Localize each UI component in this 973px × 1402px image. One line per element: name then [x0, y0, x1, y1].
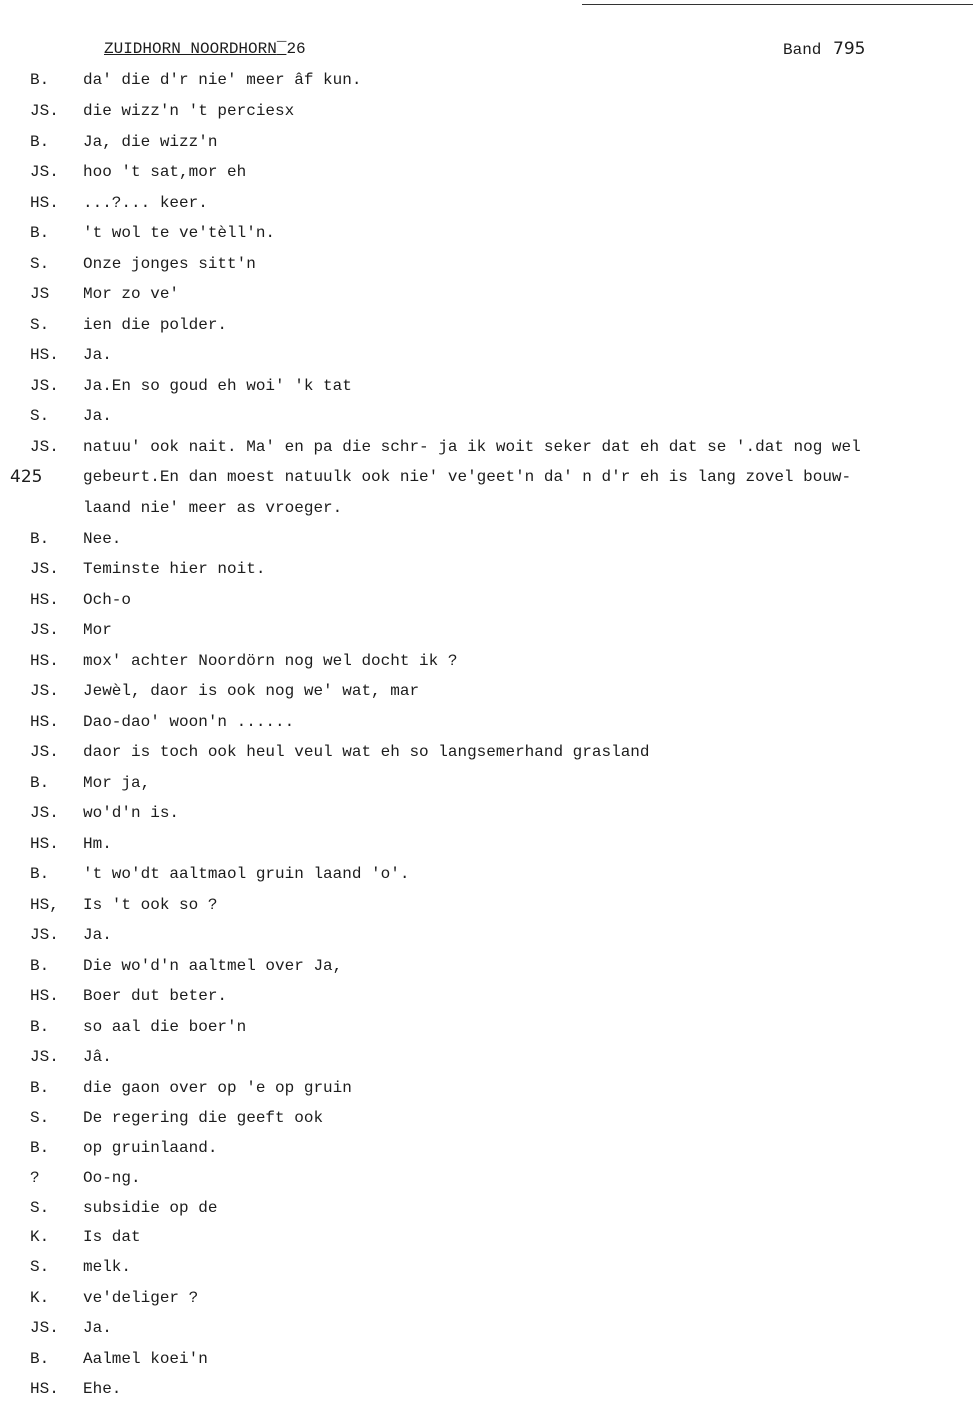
speaker-label: B.	[30, 133, 50, 151]
speaker-label: JS.	[30, 377, 59, 395]
transcript-line	[0, 373, 973, 399]
transcript-line	[0, 709, 973, 735]
utterance-text: Die wo'd'n aaltmel over Ja,	[83, 957, 343, 975]
transcript-line	[0, 1075, 973, 1101]
transcript-line	[0, 861, 973, 887]
speaker-label: JS.	[30, 1048, 59, 1066]
utterance-text: Dao-dao' woon'n ......	[83, 713, 295, 731]
utterance-text: die wizz'n 't perciesx	[83, 102, 295, 120]
speaker-label: JS.	[30, 560, 59, 578]
utterance-text: ien die polder.	[83, 316, 228, 334]
utterance-text: Och-o	[83, 591, 132, 609]
speaker-label: B.	[30, 530, 50, 548]
utterance-text: Jewèl, daor is ook nog we' wat, mar	[83, 682, 420, 700]
utterance-text: Mor ja,	[83, 774, 151, 792]
utterance-text: Teminste hier noit.	[83, 560, 266, 578]
utterance-text: Ja.	[83, 407, 112, 425]
transcript-line	[0, 98, 973, 124]
utterance-text: 't wol te ve'tèll'n.	[83, 224, 276, 242]
utterance-text: natuu' ook nait. Ma' en pa die schr- ja ik woit seker dat eh dat se '.dat nog wel	[83, 438, 861, 456]
transcript-line	[0, 190, 973, 216]
utterance-text: Ja, die wizz'n	[83, 133, 218, 151]
speaker-label: HS.	[30, 194, 59, 212]
speaker-label: S.	[30, 316, 50, 334]
transcript-line	[0, 770, 973, 796]
transcript-line	[0, 251, 973, 277]
transcript-line	[0, 1044, 973, 1070]
transcript-line	[0, 831, 973, 857]
utterance-text: Is 't ook so ?	[83, 896, 218, 914]
speaker-label: JS.	[30, 163, 59, 181]
title-text: ZUIDHORN NOORDHORN	[104, 40, 277, 58]
utterance-text: Ehe.	[83, 1380, 122, 1398]
utterance-text: gebeurt.En dan moest natuulk ook nie' ve'geet'n da' n d'r eh is lang zovel bouw-	[83, 468, 852, 486]
utterance-text: subsidie op de	[83, 1199, 218, 1217]
utterance-text: Is dat	[83, 1228, 141, 1246]
utterance-text: Hm.	[83, 835, 112, 853]
document-title	[104, 38, 306, 60]
utterance-text: Boer dut beter.	[83, 987, 228, 1005]
transcript-line	[0, 922, 973, 948]
speaker-label: HS.	[30, 835, 59, 853]
speaker-label: K.	[30, 1289, 50, 1307]
transcript-line	[0, 1254, 973, 1280]
speaker-label: B.	[30, 224, 50, 242]
page-number: 26	[286, 40, 306, 58]
transcript-line	[0, 220, 973, 246]
utterance-text: 't wo'dt aaltmaol gruin laand 'o'.	[83, 865, 410, 883]
utterance-text: Ja.	[83, 926, 112, 944]
utterance-text: mox' achter Noordörn nog wel docht ik ?	[83, 652, 458, 670]
transcript-line	[0, 1014, 973, 1040]
transcript-line	[0, 1135, 973, 1161]
utterance-text: da' die d'r nie' meer âf kun.	[83, 71, 362, 89]
speaker-label: HS.	[30, 652, 59, 670]
speaker-label: S.	[30, 407, 50, 425]
transcript-line	[0, 67, 973, 93]
transcript-line	[0, 1165, 973, 1191]
top-rule	[582, 4, 973, 5]
utterance-text: Onze jonges sitt'n	[83, 255, 256, 273]
band-reference	[783, 38, 865, 61]
transcript-line	[0, 464, 973, 490]
speaker-label: B.	[30, 957, 50, 975]
band-label: Band	[783, 41, 822, 59]
transcript-line	[0, 1195, 973, 1221]
utterance-text: De regering die geeft ook	[83, 1109, 324, 1127]
transcript-line	[0, 953, 973, 979]
transcript-line	[0, 1315, 973, 1341]
speaker-label: JS	[30, 285, 50, 303]
utterance-text: hoo 't sat,mor eh	[83, 163, 247, 181]
utterance-text: Nee.	[83, 530, 122, 548]
speaker-label: HS.	[30, 591, 59, 609]
speaker-label: ?	[30, 1169, 40, 1187]
utterance-text: ...?... keer.	[83, 194, 208, 212]
transcript-line	[0, 678, 973, 704]
utterance-text: Ja.	[83, 346, 112, 364]
utterance-text: op gruinlaand.	[83, 1139, 218, 1157]
utterance-text: ve'deliger ?	[83, 1289, 199, 1307]
transcript-line	[0, 526, 973, 552]
transcript-line	[0, 434, 973, 460]
speaker-label: JS.	[30, 438, 59, 456]
transcript-line	[0, 1285, 973, 1311]
speaker-label: JS.	[30, 621, 59, 639]
transcript-line	[0, 495, 973, 521]
utterance-text: daor is toch ook heul veul wat eh so langsemerhand grasland	[83, 743, 650, 761]
transcript-line	[0, 617, 973, 643]
transcript-line	[0, 1105, 973, 1131]
transcript-line	[0, 892, 973, 918]
title-dash: ‾	[276, 40, 287, 58]
transcript-line	[0, 1376, 973, 1402]
utterance-text: Mor zo ve'	[83, 285, 180, 303]
speaker-label: B.	[30, 1139, 50, 1157]
transcript-line	[0, 129, 973, 155]
utterance-text: melk.	[83, 1258, 132, 1276]
speaker-label: B.	[30, 774, 50, 792]
utterance-text: Oo-ng.	[83, 1169, 141, 1187]
transcript-line	[0, 983, 973, 1009]
transcript-line	[0, 556, 973, 582]
speaker-label: B.	[30, 865, 50, 883]
speaker-label: HS.	[30, 713, 59, 731]
utterance-text: Jâ.	[83, 1048, 112, 1066]
speaker-label: JS.	[30, 743, 59, 761]
utterance-text: die gaon over op 'e op gruin	[83, 1079, 352, 1097]
speaker-label: B.	[30, 1079, 50, 1097]
transcript-line	[0, 587, 973, 613]
utterance-text: Aalmel koei'n	[83, 1350, 208, 1368]
speaker-label: JS.	[30, 804, 59, 822]
transcript-line	[0, 281, 973, 307]
utterance-text: Ja.	[83, 1319, 112, 1337]
speaker-label: B.	[30, 1350, 50, 1368]
transcript-line	[0, 159, 973, 185]
margin-line-number: 425	[10, 467, 43, 487]
band-number: 795	[833, 39, 866, 59]
speaker-label: B.	[30, 71, 50, 89]
speaker-label: JS.	[30, 926, 59, 944]
speaker-label: JS.	[30, 102, 59, 120]
utterance-text: laand nie' meer as vroeger.	[83, 499, 343, 517]
transcript-line	[0, 342, 973, 368]
utterance-text: Mor	[83, 621, 112, 639]
speaker-label: K.	[30, 1228, 50, 1246]
speaker-label: JS.	[30, 682, 59, 700]
transcript-line	[0, 403, 973, 429]
speaker-label: HS.	[30, 987, 59, 1005]
transcript-line	[0, 1346, 973, 1372]
transcript-line	[0, 648, 973, 674]
utterance-text: Ja.En so goud eh woi' 'k tat	[83, 377, 352, 395]
speaker-label: JS.	[30, 1319, 59, 1337]
speaker-label: S.	[30, 255, 50, 273]
transcript-line	[0, 800, 973, 826]
speaker-label: B.	[30, 1018, 50, 1036]
transcript-line	[0, 1224, 973, 1250]
transcript-line	[0, 312, 973, 338]
speaker-label: HS,	[30, 896, 59, 914]
transcript-line	[0, 739, 973, 765]
speaker-label: S.	[30, 1109, 50, 1127]
speaker-label: HS.	[30, 1380, 59, 1398]
utterance-text: wo'd'n is.	[83, 804, 180, 822]
speaker-label: HS.	[30, 346, 59, 364]
utterance-text: so aal die boer'n	[83, 1018, 247, 1036]
speaker-label: S.	[30, 1258, 50, 1276]
speaker-label: S.	[30, 1199, 50, 1217]
